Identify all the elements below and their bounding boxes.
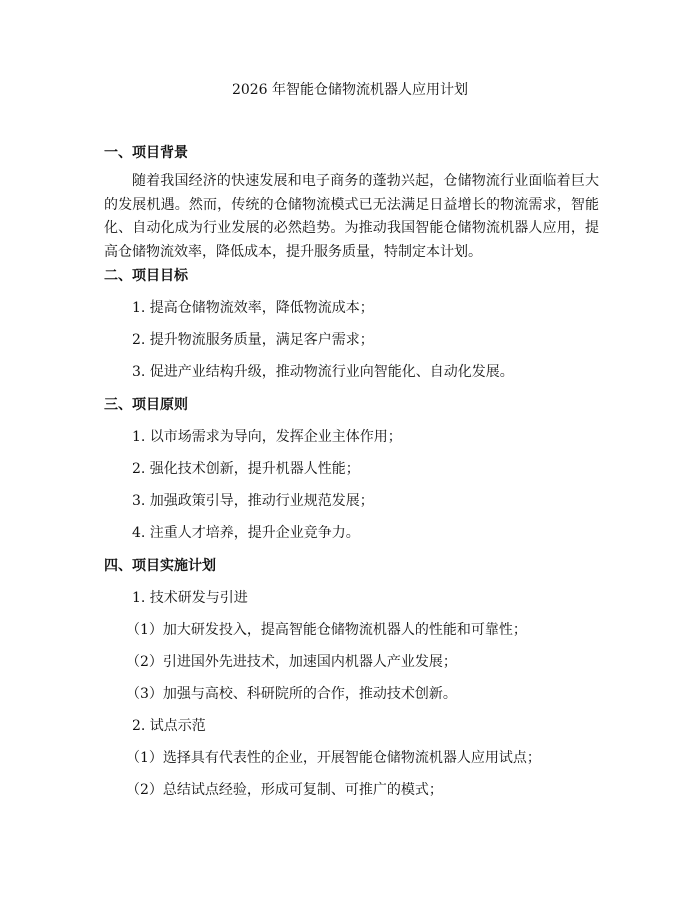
background-paragraph: 随着我国经济的快速发展和电子商务的蓬勃兴起，仓储物流行业面临着巨大的发展机遇。然而，传统的仓储物流模式已无法满足日益增长的物流需求，智能化、自动化成为行业发展的必然趋势。为推动我国智能仓储物流机器人应用，提高仓储物流效率，降低成本，提升服务质量，特制定本计划。 [104,173,599,260]
subsection-title: 1. 技术研发与引进 [132,590,248,606]
subsection-item: （3）加强与高校、科研院所的合作，推动技术创新。 [126,686,457,702]
goal-item: 2. 提升物流服务质量，满足客户需求； [132,332,374,348]
document-title: 2026 年智能仓储物流机器人应用计划 [231,82,469,98]
goal-item: 3. 促进产业结构升级，推动物流行业向智能化、自动化发展。 [132,364,514,380]
principle-item: 2. 强化技术创新，提升机器人性能； [132,461,360,477]
subsection-item: （2）总结试点经验，形成可复制、可推广的模式； [126,782,443,798]
section-heading-implementation: 四、项目实施计划 [104,558,216,574]
principle-item: 3. 加强政策引导，推动行业规范发展； [132,493,374,509]
subsection-item: （2）引进国外先进技术，加速国内机器人产业发展； [126,654,457,670]
principle-item: 1. 以市场需求为导向，发挥企业主体作用； [132,429,402,445]
section-heading-background: 一、项目背景 [104,145,188,161]
section-heading-principles: 三、项目原则 [104,397,188,413]
section-heading-goals: 二、项目目标 [104,268,188,284]
subsection-item: （1）选择具有代表性的企业，开展智能仓储物流机器人应用试点； [126,750,541,766]
subsection-item: （1）加大研发投入，提高智能仓储物流机器人的性能和可靠性； [126,622,527,638]
goal-item: 1. 提高仓储物流效率，降低物流成本； [132,300,374,316]
principle-item: 4. 注重人才培养，提升企业竞争力。 [132,525,360,541]
subsection-title: 2. 试点示范 [132,718,206,734]
